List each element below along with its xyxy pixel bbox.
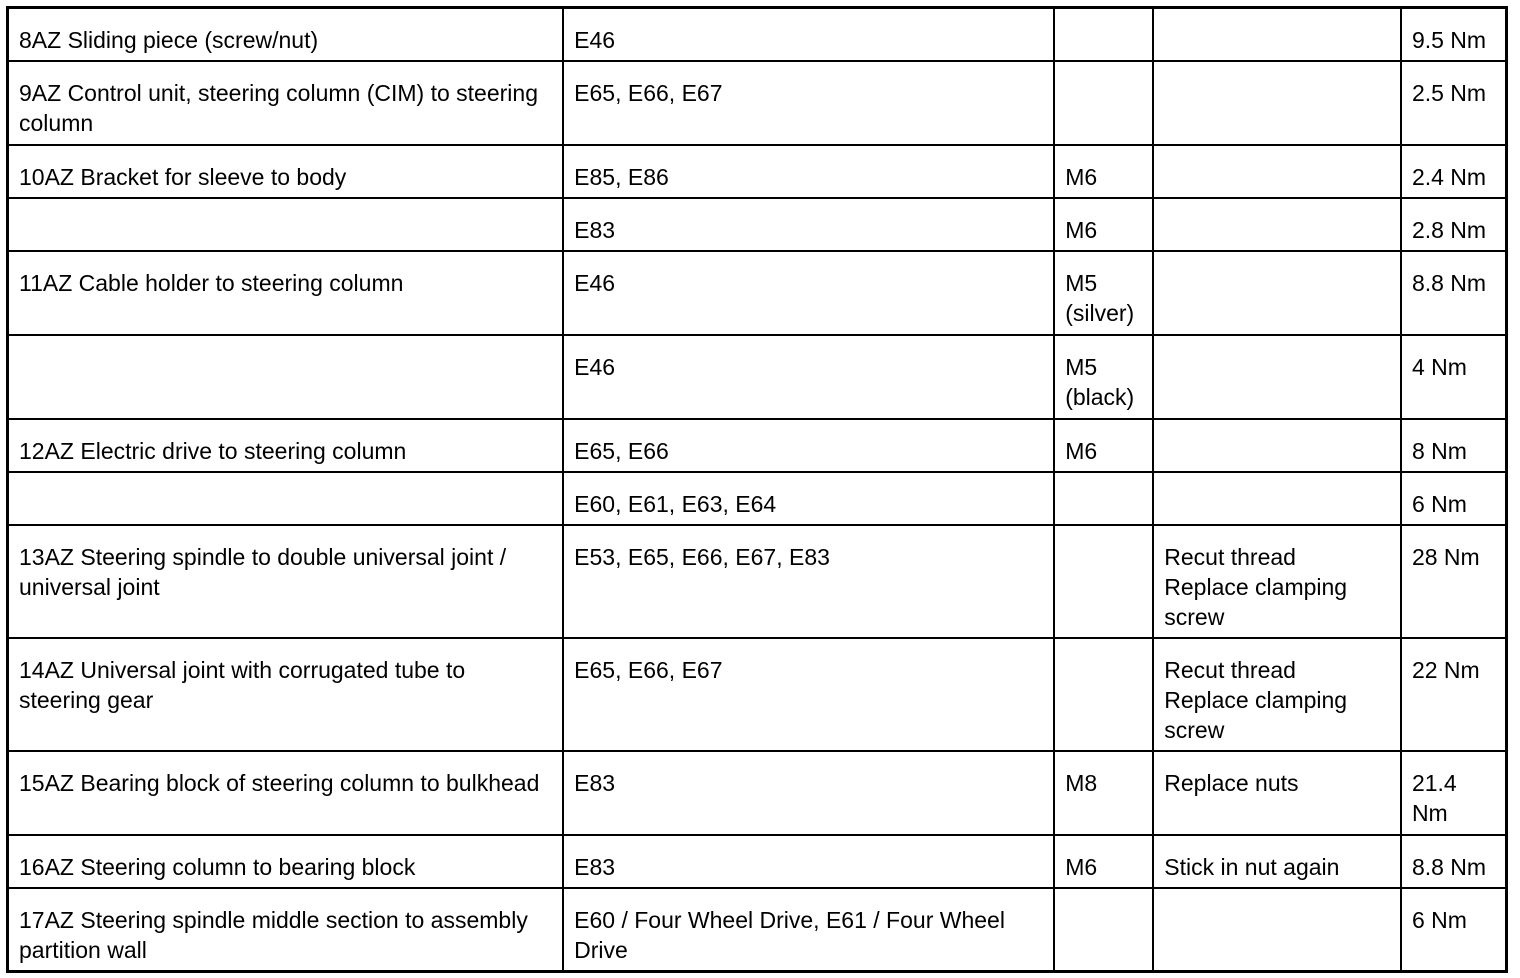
thread-cell bbox=[1054, 61, 1153, 145]
thread-cell bbox=[1054, 335, 1153, 419]
thread-line: (black) bbox=[1065, 383, 1135, 410]
torque-cell: 2.4 Nm bbox=[1401, 145, 1507, 198]
torque-cell: 22 Nm bbox=[1401, 638, 1507, 751]
item-cell: 12AZ Electric drive to steering column bbox=[8, 419, 564, 472]
models-cell: E53, E65, E66, E67, E83 bbox=[563, 525, 1054, 638]
notes-cell bbox=[1153, 751, 1401, 835]
table-row bbox=[8, 638, 1507, 751]
notes-cell bbox=[1153, 251, 1401, 335]
thread-line: M6 bbox=[1065, 853, 1098, 880]
item-cell: 17AZ Steering spindle middle section to assembly partition wall bbox=[8, 888, 564, 972]
models-cell: E46 bbox=[563, 251, 1054, 335]
torque-cell: 6 Nm bbox=[1401, 888, 1507, 972]
thread-cell bbox=[1054, 472, 1153, 525]
notes-cell bbox=[1153, 335, 1401, 419]
thread-cell bbox=[1054, 835, 1153, 888]
table-row bbox=[8, 419, 1507, 472]
thread-line: M8 bbox=[1065, 769, 1098, 796]
item-cell bbox=[8, 198, 564, 251]
thread-line: M6 bbox=[1065, 163, 1098, 190]
note-line: Recut thread bbox=[1164, 656, 1296, 683]
notes-cell bbox=[1153, 8, 1401, 61]
table-row bbox=[8, 888, 1507, 972]
item-cell: 16AZ Steering column to bearing block bbox=[8, 835, 564, 888]
item-cell: 14AZ Universal joint with corrugated tube to steering gear bbox=[8, 638, 564, 751]
note-line: Recut thread bbox=[1164, 543, 1296, 570]
item-cell: 10AZ Bracket for sleeve to body bbox=[8, 145, 564, 198]
table-row bbox=[8, 145, 1507, 198]
thread-cell bbox=[1054, 419, 1153, 472]
table-row bbox=[8, 335, 1507, 419]
thread-cell bbox=[1054, 8, 1153, 61]
torque-cell: 8.8 Nm bbox=[1401, 835, 1507, 888]
models-cell: E60 / Four Wheel Drive, E61 / Four Wheel Drive bbox=[563, 888, 1054, 972]
item-cell: 15AZ Bearing block of steering column to bulkhead bbox=[8, 751, 564, 835]
models-cell: E83 bbox=[563, 751, 1054, 835]
torque-cell: 9.5 Nm bbox=[1401, 8, 1507, 61]
note-line: Replace clamping screw bbox=[1164, 573, 1348, 630]
notes-cell bbox=[1153, 198, 1401, 251]
item-cell bbox=[8, 472, 564, 525]
table-row bbox=[8, 8, 1507, 61]
thread-cell bbox=[1054, 251, 1153, 335]
thread-line: (silver) bbox=[1065, 299, 1135, 326]
notes-cell bbox=[1153, 145, 1401, 198]
torque-specification-table bbox=[6, 6, 1508, 973]
notes-cell bbox=[1153, 835, 1401, 888]
item-cell: 8AZ Sliding piece (screw/nut) bbox=[8, 8, 564, 61]
thread-line: M6 bbox=[1065, 437, 1098, 464]
torque-cell: 4 Nm bbox=[1401, 335, 1507, 419]
torque-cell: 6 Nm bbox=[1401, 472, 1507, 525]
notes-cell bbox=[1153, 61, 1401, 145]
notes-cell bbox=[1153, 472, 1401, 525]
models-cell: E65, E66, E67 bbox=[563, 638, 1054, 751]
thread-cell bbox=[1054, 751, 1153, 835]
note-line: Replace clamping screw bbox=[1164, 686, 1348, 743]
thread-line: M6 bbox=[1065, 216, 1098, 243]
item-cell: 9AZ Control unit, steering column (CIM) to steering column bbox=[8, 61, 564, 145]
table-row bbox=[8, 251, 1507, 335]
note-line: Stick in nut again bbox=[1164, 853, 1340, 880]
thread-cell bbox=[1054, 525, 1153, 638]
models-cell: E60, E61, E63, E64 bbox=[563, 472, 1054, 525]
table-row bbox=[8, 525, 1507, 638]
table-body bbox=[8, 8, 1507, 972]
models-cell: E46 bbox=[563, 335, 1054, 419]
models-cell: E65, E66, E67 bbox=[563, 61, 1054, 145]
notes-cell bbox=[1153, 888, 1401, 972]
notes-cell bbox=[1153, 419, 1401, 472]
torque-cell: 2.8 Nm bbox=[1401, 198, 1507, 251]
thread-line: M5 bbox=[1065, 269, 1098, 296]
thread-line: M5 bbox=[1065, 353, 1098, 380]
thread-cell bbox=[1054, 198, 1153, 251]
models-cell: E83 bbox=[563, 835, 1054, 888]
models-cell: E85, E86 bbox=[563, 145, 1054, 198]
note-line: Replace nuts bbox=[1164, 769, 1299, 796]
table-row bbox=[8, 198, 1507, 251]
thread-cell bbox=[1054, 888, 1153, 972]
models-cell: E65, E66 bbox=[563, 419, 1054, 472]
table-row bbox=[8, 61, 1507, 145]
torque-cell: 2.5 Nm bbox=[1401, 61, 1507, 145]
torque-cell: 8 Nm bbox=[1401, 419, 1507, 472]
models-cell: E46 bbox=[563, 8, 1054, 61]
torque-cell: 21.4 Nm bbox=[1401, 751, 1507, 835]
torque-cell: 28 Nm bbox=[1401, 525, 1507, 638]
item-cell: 13AZ Steering spindle to double universal joint / universal joint bbox=[8, 525, 564, 638]
torque-cell: 8.8 Nm bbox=[1401, 251, 1507, 335]
item-cell: 11AZ Cable holder to steering column bbox=[8, 251, 564, 335]
table-row bbox=[8, 835, 1507, 888]
notes-cell bbox=[1153, 525, 1401, 638]
notes-cell bbox=[1153, 638, 1401, 751]
thread-cell bbox=[1054, 638, 1153, 751]
thread-cell bbox=[1054, 145, 1153, 198]
table-row bbox=[8, 472, 1507, 525]
models-cell: E83 bbox=[563, 198, 1054, 251]
table-row bbox=[8, 751, 1507, 835]
item-cell bbox=[8, 335, 564, 419]
